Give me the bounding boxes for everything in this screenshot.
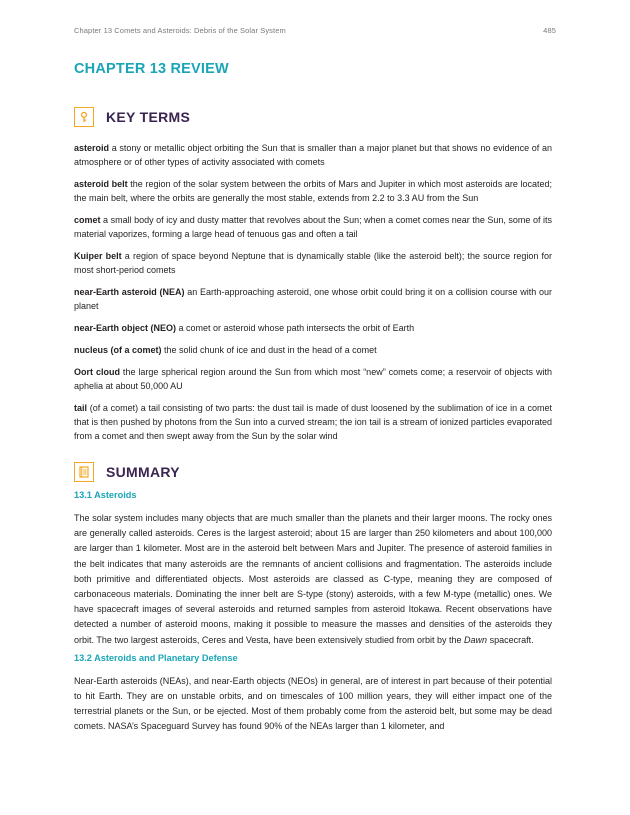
spacecraft-name: Dawn [464,634,488,645]
term-word: tail [74,403,88,413]
term-definition: an Earth-approaching asteroid, one whose orbit could bring it on a collision course with our planet [74,287,552,311]
key-terms-heading [74,106,190,128]
list-item [74,321,552,335]
summary-title: SUMMARY [106,464,180,480]
term-definition: the solid chunk of ice and dust in the head of a comet [161,345,377,355]
term-word: nucleus (of a comet) [74,345,162,355]
list-item [74,177,552,205]
list-item [74,401,552,443]
term-definition: the region of the solar system between the orbits of Mars and Jupiter in which most asteroids are located; the main belt, where the orbits are generally the most stable, extends from 2.2 to 3.3 AU from the Sun [74,179,552,203]
running-header [74,26,556,35]
running-title: Chapter 13 Comets and Asteroids: Debris of the Solar System [74,26,286,35]
list-item [74,141,552,169]
paragraph-text-end: spacecraft. [487,634,534,645]
list-item [74,343,552,357]
key-terms-title: KEY TERMS [106,109,191,125]
key-icon [74,107,94,127]
term-definition: a region of space beyond Neptune that is dynamically stable (like the asteroid belt); the source region for most short-period comets [74,251,552,275]
key-terms-list [74,141,552,451]
chapter-title: CHAPTER 13 REVIEW [74,61,229,77]
page-number: 485 [543,26,556,35]
term-word: comet [74,215,101,225]
summary-body [74,489,552,740]
term-definition: (of a comet) a tail consisting of two parts: the dust tail is made of dust loosened by the sublimation of ice in a comet that is then pushed by photons from the Sun into a curved stream; the ion tail is a stream of ionized particles evaporated from a comet and then swept away from the Sun by the solar wind [74,403,552,441]
notebook-icon [74,462,94,482]
paragraph-text: The solar system includes many objects that are much smaller than the planets and their larger moons. The rocky ones are generally called asteroids. Ceres is the largest asteroid; about 15 are larger than 250 kilometers and about 100,000 are larger than 1 kilometer. Most are in the asteroid belt between Mars and Jupiter. The presence of asteroid families in the belt indicates that many asteroids are the remnants of ancient collisions and fragmentation. The asteroids include both primitive and differentiated objects. Most asteroids are classed as C-type, meaning they are composed of carbonaceous materials. Dominating the inner belt are S-type (stony) asteroids, with a few M-type (metallic) ones. We have spacecraft images of several asteroids and returned samples from asteroid Itokawa. Recent observations have detected a number of asteroid moons, making it possible to measure the masses and densities of the asteroids they orbit. The two largest asteroids, Ceres and Vesta, have been extensively studied from orbit by the [74,513,552,645]
term-word: asteroid [74,143,110,153]
subsection-title: 13.1 Asteroids [74,490,137,500]
summary-paragraph: Near-Earth asteroids (NEAs), and near-Earth objects (NEOs) in general, are of interest in part because of their potential to hit Earth. They are on unstable orbits, and on timescales of 100 million years, they will either impact one of the terrestrial planets or the Sun, or be ejected. Most of them probably come from the asteroid belt, but some may be dead comets. NASA’s Spaceguard Survey has found 90% of the NEAs larger than 1 kilometer, and [74,675,552,732]
list-item [74,285,552,313]
summary-heading [74,461,180,483]
term-definition: a stony or metallic object orbiting the Sun that is smaller than a major planet but that shows no evidence of an atmosphere or of other types of activity associated with comets [74,143,552,167]
subsection-title: 13.2 Asteroids and Planetary Defense [74,652,238,663]
term-word: Oort cloud [74,367,120,377]
term-word: near-Earth object (NEO) [74,323,177,333]
term-word: near-Earth asteroid (NEA) [74,287,185,297]
summary-paragraph [74,511,552,648]
term-definition: a small body of icy and dusty matter that revolves about the Sun; when a comet comes near the Sun, some of its material vaporizes, forming a large head of tenuous gas and often a tail [74,215,552,239]
term-definition: a comet or asteroid whose path intersects the orbit of Earth [176,323,415,333]
list-item [74,249,552,277]
term-definition: the large spherical region around the Sun from which most “new” comets come; a reservoir of objects with aphelia at about 50,000 AU [74,367,552,391]
term-word: asteroid belt [74,179,128,189]
list-item [74,365,552,393]
list-item [74,213,552,241]
term-word: Kuiper belt [74,251,122,261]
